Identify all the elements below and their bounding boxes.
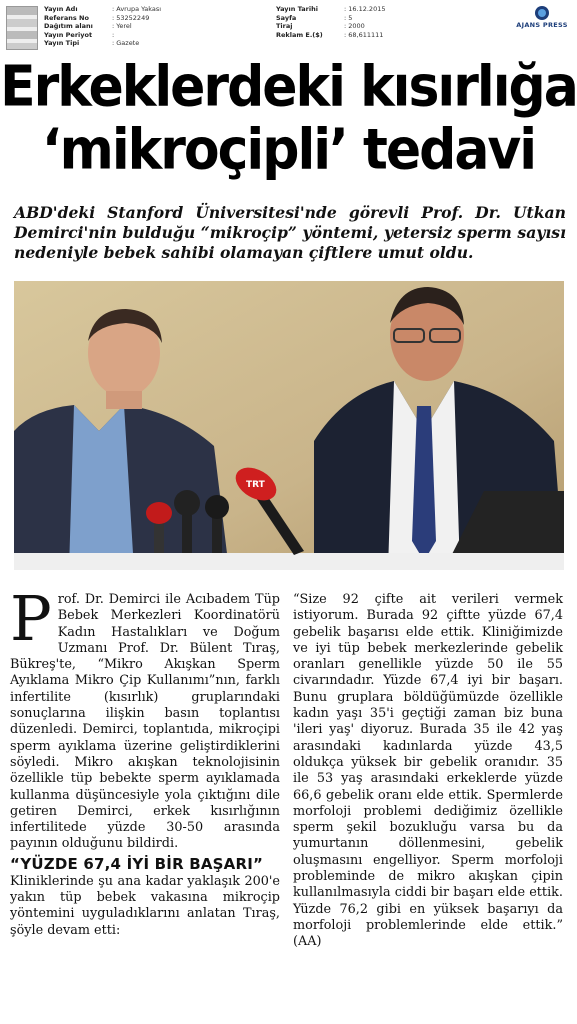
meta-row — [276, 22, 385, 31]
meta-label: Dağıtım alanı — [44, 22, 93, 31]
meta-value: : 2000 — [344, 22, 365, 31]
logo-text: AJANS PRESS — [516, 21, 568, 29]
meta-value: : Yerel — [112, 22, 132, 31]
meta-value: : 16.12.2015 — [344, 5, 386, 13]
meta-row — [44, 22, 161, 31]
meta-label: Yayın Periyot — [44, 30, 93, 39]
meta-value: : 53252249 — [112, 13, 150, 22]
drop-cap: P — [10, 582, 52, 655]
headline-line-2: ‘mikroçipli’ tedavi — [41, 117, 536, 183]
meta-label: Yayın Tipi — [44, 39, 80, 48]
mic-label: TRT — [246, 480, 265, 490]
press-conference-photo — [14, 281, 564, 570]
headline-line-1: Erkeklerdeki kısırlığa — [0, 54, 577, 120]
meta-label: Sayfa — [276, 13, 297, 22]
meta-row — [44, 31, 161, 40]
body-column-left — [10, 582, 280, 939]
meta-row — [44, 5, 161, 14]
meta-row — [44, 14, 161, 23]
meta-value: : — [112, 30, 115, 39]
meta-row — [276, 31, 385, 40]
meta-label: Yayın Adı — [44, 5, 78, 13]
ajans-press-logo — [512, 6, 572, 29]
body-paragraph: “Size 92 çifte ait verileri vermek istiyorum. Burada 92 çiftte yüzde 67,4 gebelik başarısı elde ettik. Kliniğimizde ve iyi tüp bebek merkezlerinde gebelik oranları genellikle yüzde 50 ile 55 civarındadır. Yüzde 67,4 iyi bir başarı. Bunu gruplara böldüğümüzde özellikle kadın yaşı 35'i geçtiği zaman biz buna 'ileri yaş' diyoruz. Burada 35 ile 42 yaş arasındaki kadınlarda yüzde 43,5 oldukça yüksek bir gebelik oranıdır. 35 ile 53 yaş arasındaki erkeklerde yüzde 66,6 gebelik oranı elde ettik. Spermlerde morfoloji problemi dediğimiz özellikle sperm şekil bozukluğu varsa bu da yumurtanın döllenmesini, gebelik oluşmasını engelliyor. Sperm morfoloji probleminde de mikro akışkan çipin kullanılmasıyla ciddi bir başarı elde ettik. Yüzde 76,2 gibi en yüksek başarıyı da morfoloji problemlerinde elde ettik.” (AA) — [293, 592, 563, 950]
globe-icon — [535, 6, 549, 20]
meta-label: Referans No — [44, 13, 89, 22]
body-text: rof. Dr. Demirci ile Acıbadem Tüp Bebek Merkezleri Koordinatörü Kadın Hastalıkları ve Doğum Uzmanı Prof. Dr. Bülent Tıraş, Bükreş'te, “Mikro Akışkan Sperm Ayıklama Mikro Çip Kullanımı”nın, farklı infertilite (kısırlık) gruplarındaki sonuçlarına ilişkin basın toplantısı düzenledi. Demirci, toplantıda, mikroçipi sperm ayıklama üzerine geliştirdiklerini söyledi. Mikro akışkan teknolojisinin özellikle tüp bebekte sperm ayıklamada kullanma düşüncesiyle yola çıktığını dile getiren Demirci, erkek kısırlığının infertilitede yüzde 30-50 arasında payının olduğunu bildirdi. — [10, 592, 280, 852]
headline — [0, 56, 577, 181]
meta-label: Tiraj — [276, 22, 293, 31]
meta-left — [44, 5, 161, 48]
photo-illustration — [14, 281, 564, 570]
meta-value: : 5 — [344, 13, 353, 22]
page-thumbnail — [6, 6, 38, 50]
meta-value: : Gazete — [112, 39, 140, 48]
meta-row — [276, 5, 385, 14]
meta-value: : 68,611111 — [344, 30, 384, 39]
meta-label: Yayın Tarihi — [276, 5, 318, 13]
body-paragraph — [10, 582, 280, 853]
clipping-header — [0, 0, 577, 54]
meta-row — [44, 39, 161, 48]
body-column-right — [293, 592, 563, 951]
meta-label: Reklam E.($) — [276, 30, 323, 39]
body-paragraph: Kliniklerinde şu ana kadar yaklaşık 200'e yakın tüp bebek vakasına mikroçip yöntemini uyguladıklarını anlatan Tıraş, şöyle devam etti: — [10, 873, 280, 938]
lead-paragraph: ABD'deki Stanford Üniversitesi'nde görevli Prof. Dr. Utkan Demirci'nin bulduğu “mikroçip” yöntemi, yetersiz sperm sayısı nedeniyle bebek sahibi olamayan çiftlere umut oldu. — [14, 203, 566, 262]
meta-value: : Avrupa Yakası — [112, 5, 162, 13]
meta-row — [276, 14, 385, 23]
meta-right — [276, 5, 385, 39]
subheading: “YÜZDE 67,4 İYİ BİR BAŞARI” — [10, 854, 264, 873]
